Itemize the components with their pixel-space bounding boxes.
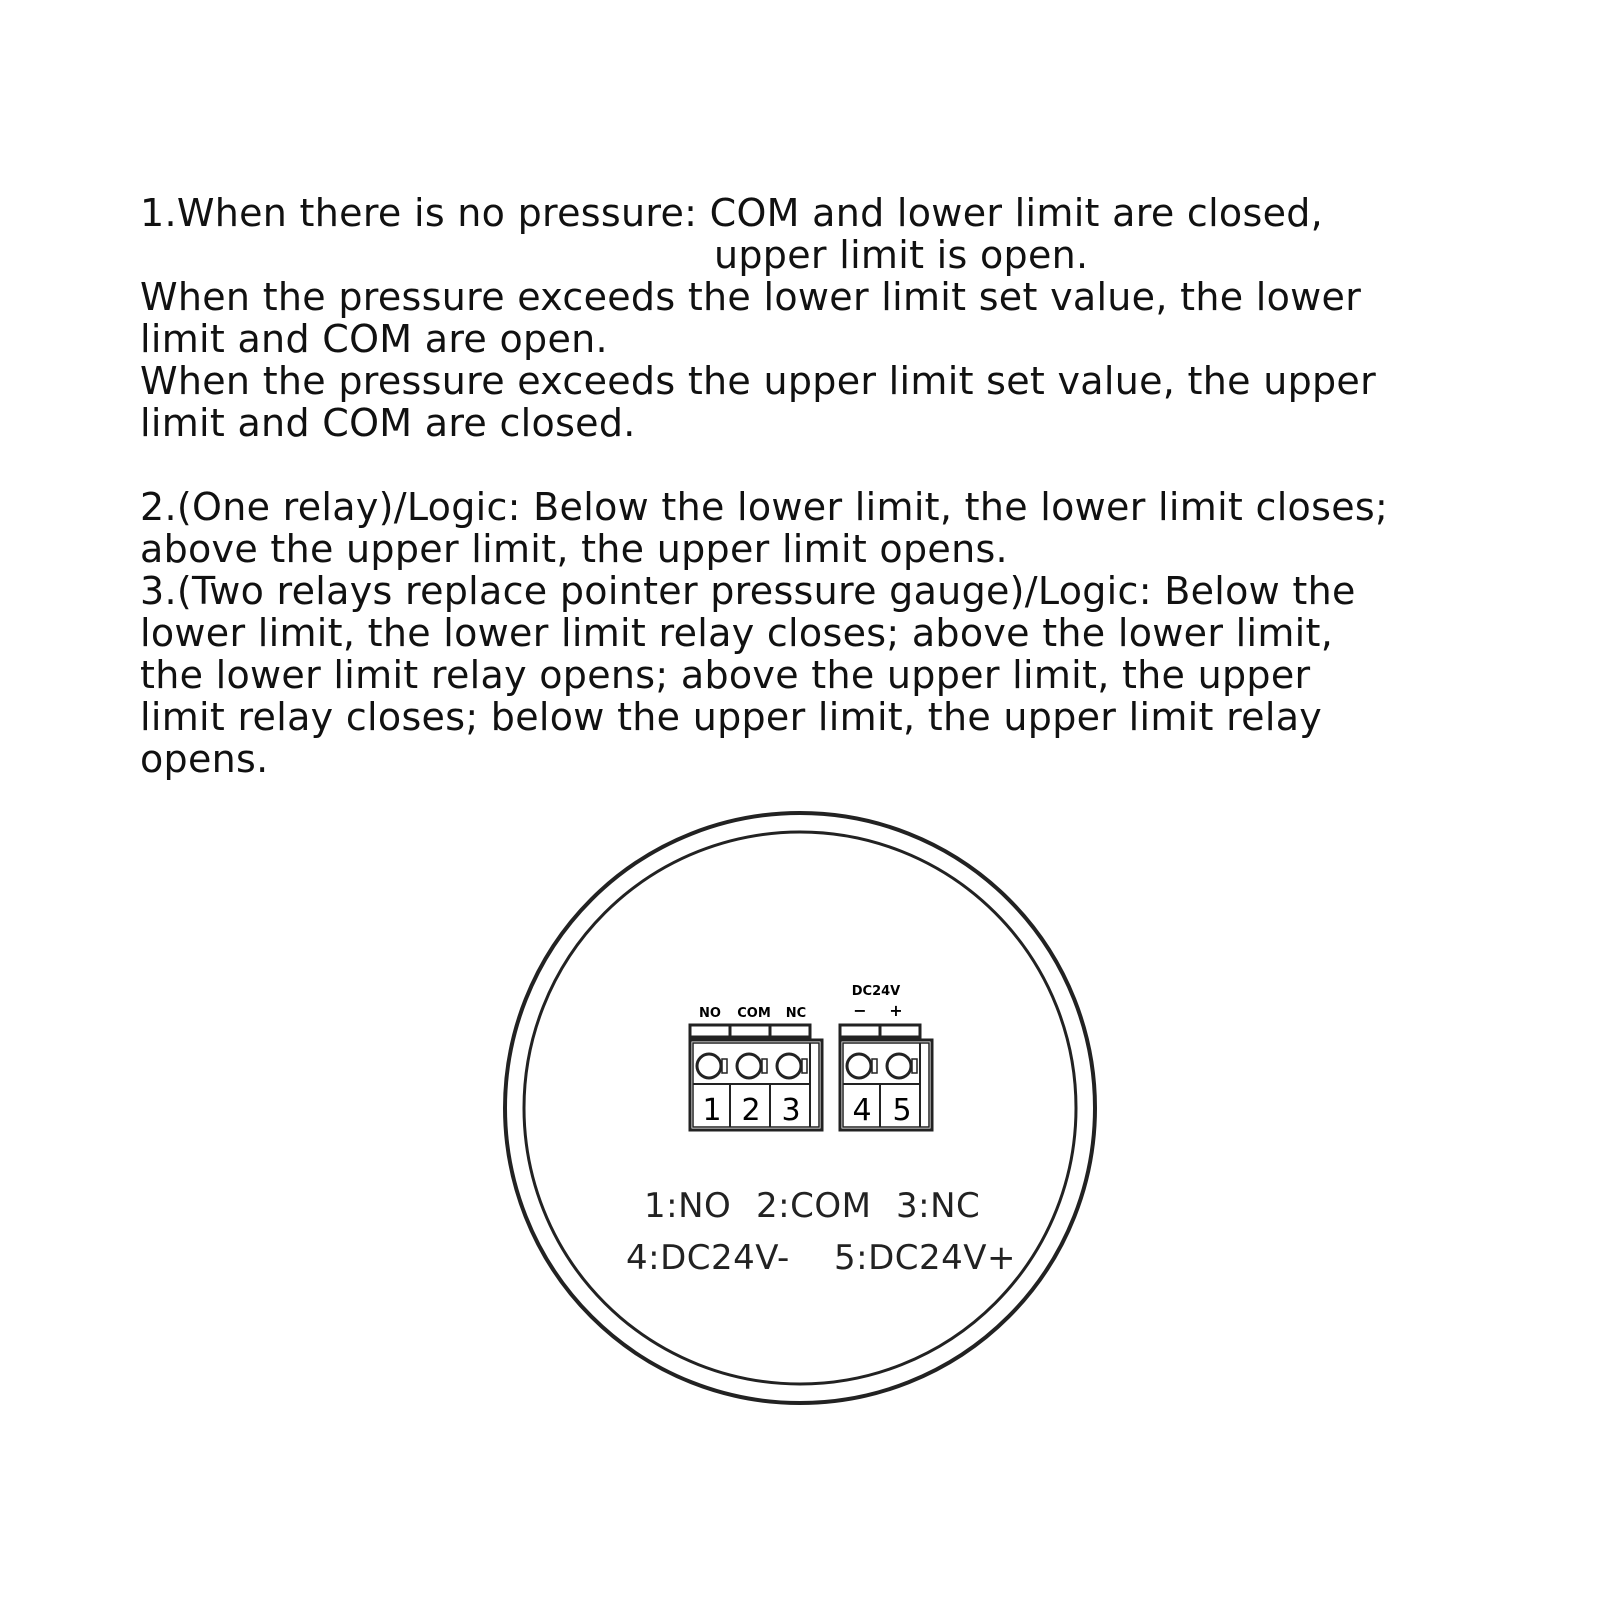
relay-label-no: NO	[699, 1006, 721, 1021]
relay-label-nc: NC	[785, 1006, 807, 1021]
legend-no: 1:NO	[644, 1186, 732, 1226]
instruction-line: limit and COM are open.	[140, 317, 608, 361]
instruction-line: 3.(Two relays replace pointer pressure gauge)/Logic: Below the	[140, 569, 1356, 613]
power-polarity-minus: −	[853, 1001, 867, 1020]
instruction-line: opens.	[140, 737, 269, 781]
instruction-line: lower limit, the lower limit relay closes; above the lower limit,	[140, 611, 1334, 655]
instruction-line: 2.(One relay)/Logic: Below the lower limit, the lower limit closes;	[140, 485, 1389, 529]
power-header: DC24V	[851, 984, 901, 999]
instruction-line: limit relay closes; below the upper limit, the upper limit relay	[140, 695, 1323, 739]
terminal-number-1: 1	[702, 1093, 722, 1128]
instruction-line: upper limit is open.	[714, 233, 1089, 277]
instruction-line: When the pressure exceeds the lower limit set value, the lower	[140, 275, 1362, 319]
instruction-line: limit and COM are closed.	[140, 401, 636, 445]
legend-nc: 3:NC	[896, 1186, 981, 1226]
relay-label-com: COM	[737, 1006, 771, 1021]
instruction-line: 1.When there is no pressure: COM and lower limit are closed,	[140, 191, 1324, 235]
legend-dc24v-plus: 5:DC24V+	[834, 1238, 1017, 1278]
instruction-line: above the upper limit, the upper limit opens.	[140, 527, 1008, 571]
legend-com: 2:COM	[756, 1186, 872, 1226]
legend-dc24v-minus: 4:DC24V-	[626, 1238, 790, 1278]
terminal-number-5: 5	[892, 1093, 912, 1128]
instruction-line: When the pressure exceeds the upper limit set value, the upper	[140, 359, 1377, 403]
terminal-number-4: 4	[852, 1093, 872, 1128]
terminal-number-2: 2	[741, 1093, 761, 1128]
instruction-line: the lower limit relay opens; above the upper limit, the upper	[140, 653, 1311, 697]
power-polarity-plus: +	[889, 1001, 903, 1020]
terminal-number-3: 3	[781, 1093, 801, 1128]
